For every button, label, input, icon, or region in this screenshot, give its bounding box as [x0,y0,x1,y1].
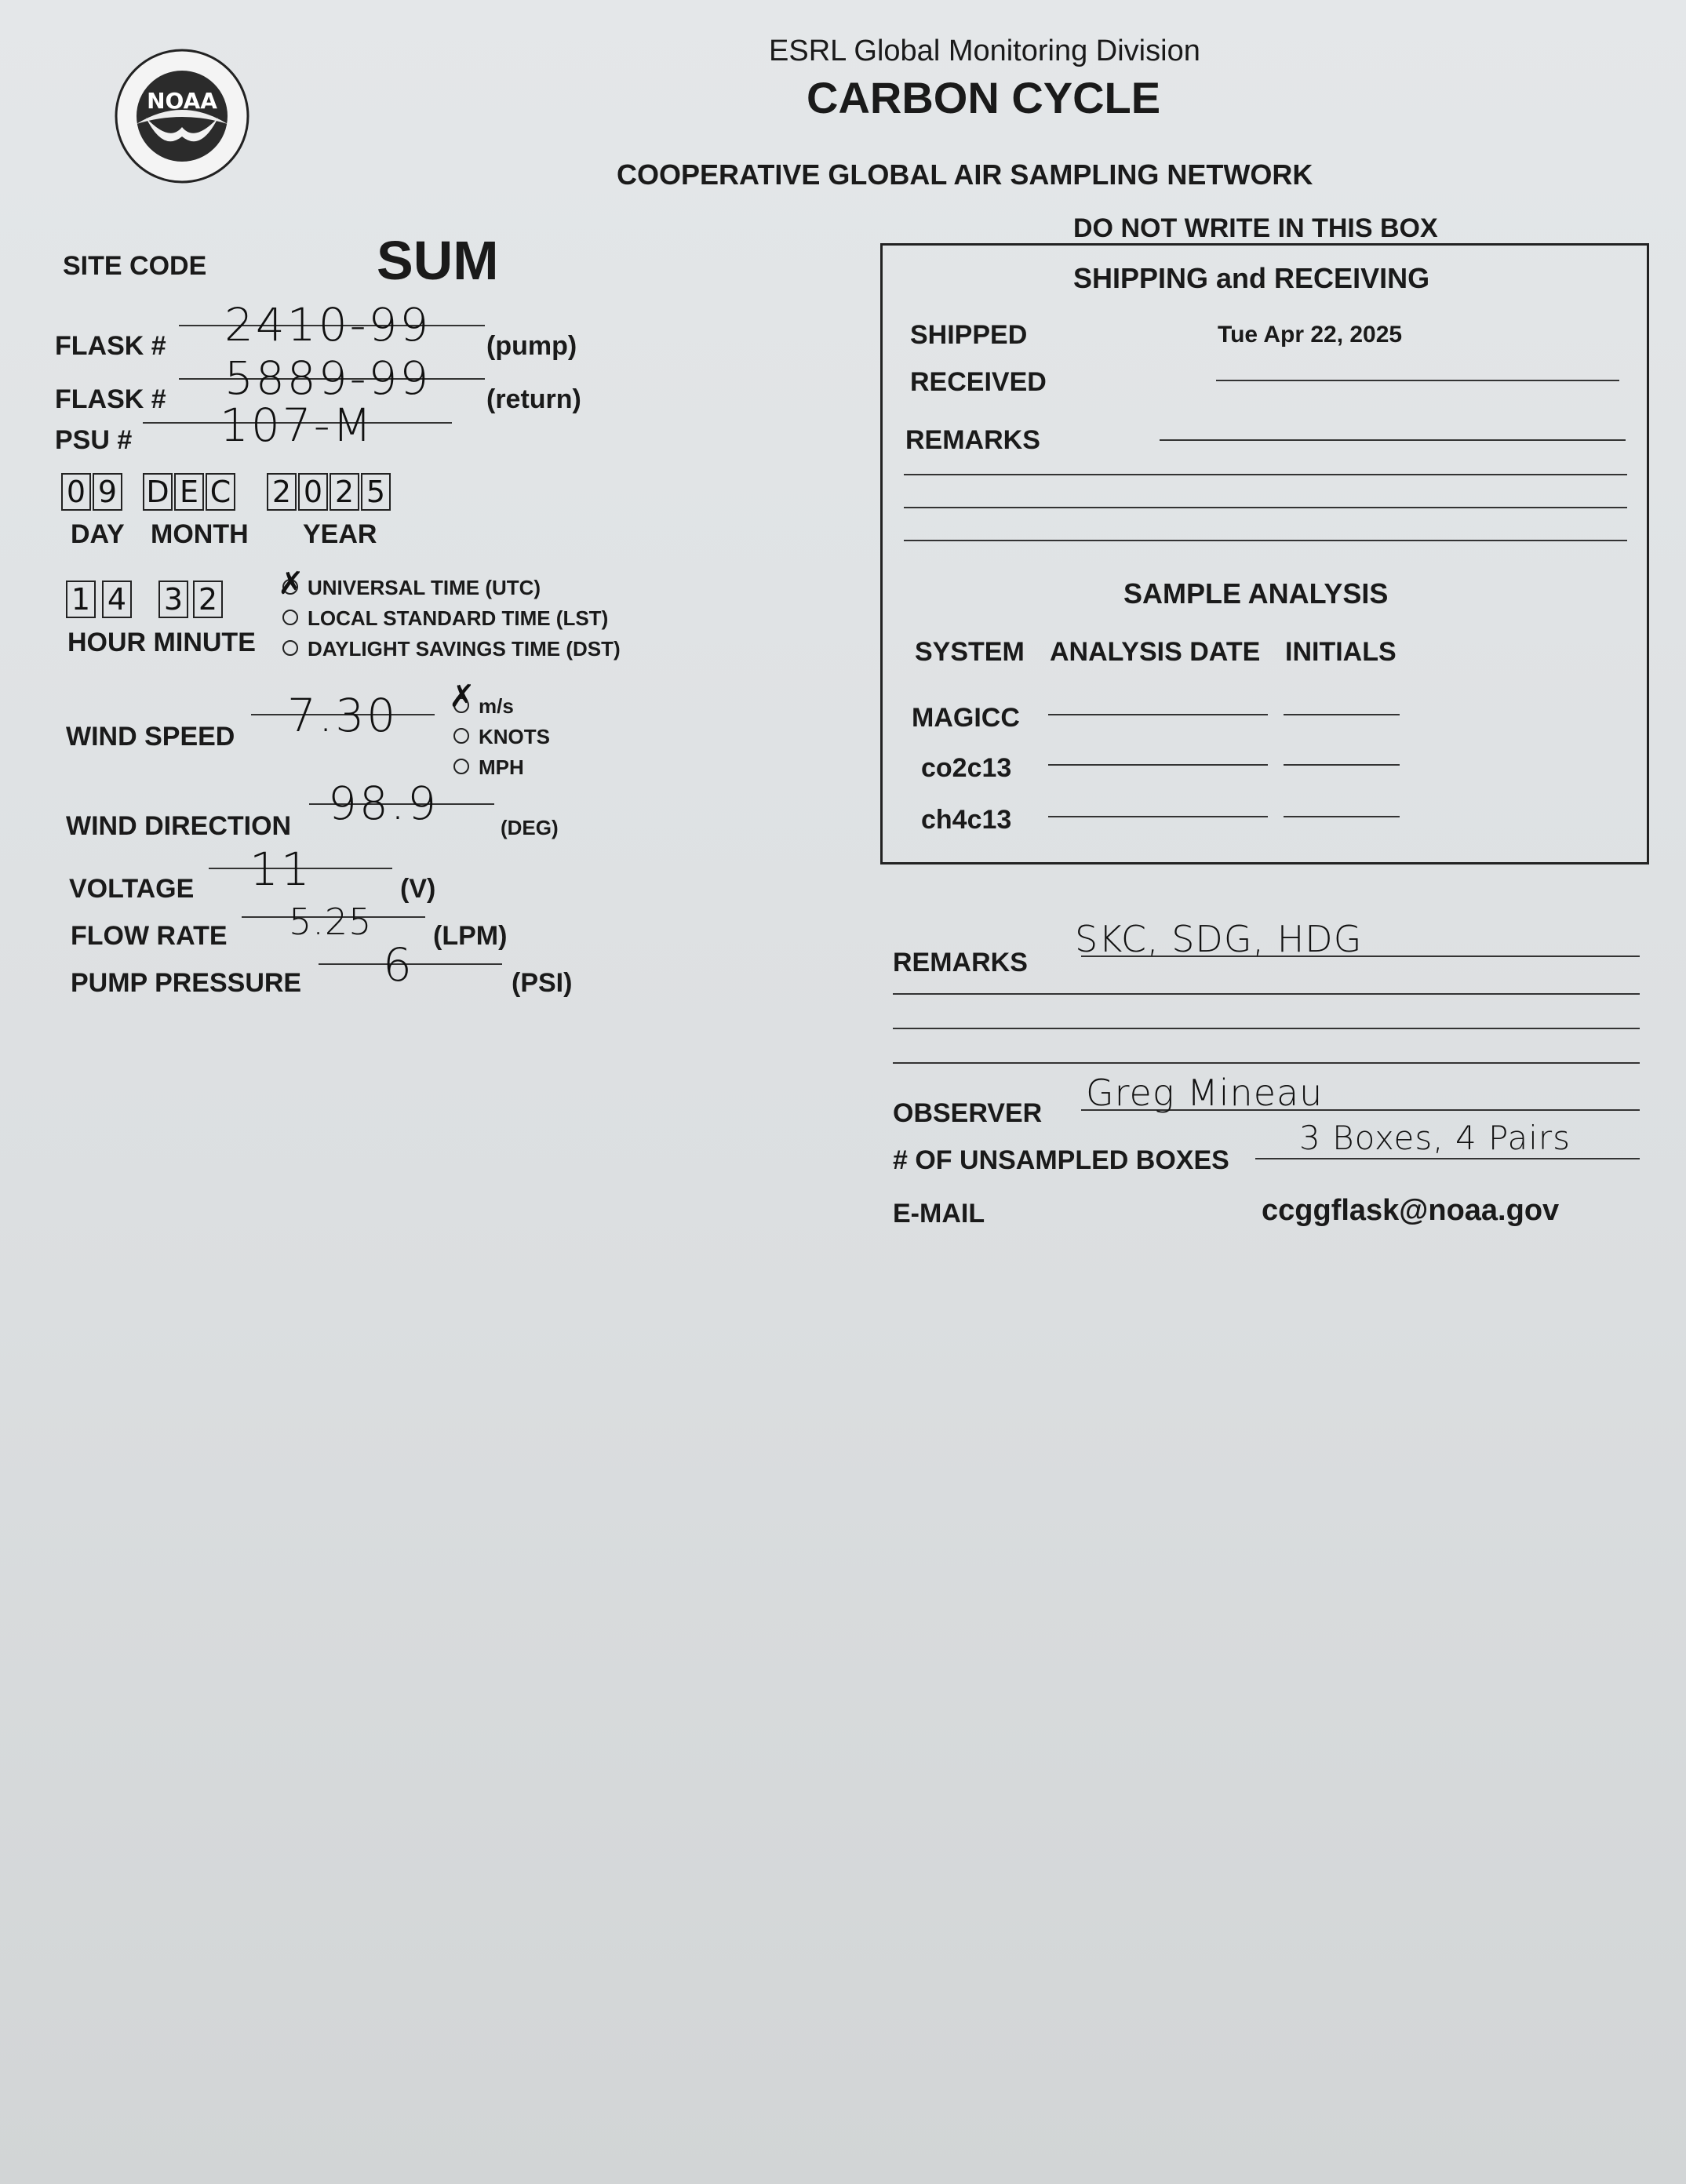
system-ch4c13: ch4c13 [921,805,1012,835]
flask1-value[interactable]: 2410-99 [224,298,432,351]
dst-radio[interactable] [282,640,298,656]
network-title: COOPERATIVE GLOBAL AIR SAMPLING NETWORK [617,158,1313,191]
wind-dir-unit: (DEG) [501,816,559,839]
remarks-line [893,993,1640,995]
system-co2c13: co2c13 [921,753,1012,783]
year-label: YEAR [303,519,377,549]
mph-option: MPH [479,755,524,779]
date-box[interactable]: 0 [61,473,91,511]
col-initials: INITIALS [1285,637,1397,667]
flask1-label: FLASK # [55,331,166,361]
voltage-unit: (V) [400,874,436,904]
date-box[interactable]: 9 [93,473,122,511]
shipped-label: SHIPPED [910,320,1028,350]
time-box[interactable]: 2 [193,581,223,618]
flow-label: FLOW RATE [71,921,228,951]
unsampled-value[interactable]: 3 Boxes, 4 Pairs [1299,1119,1571,1157]
ms-option: m/s [479,694,514,718]
page-title: CARBON CYCLE [807,73,1161,122]
date-box[interactable]: C [206,473,235,511]
ship-remarks-line [904,540,1627,541]
unsampled-line [1255,1158,1640,1159]
flask2-value[interactable]: 5889-99 [224,351,432,405]
analysis-date-line [1048,764,1268,766]
hour-minute-label: HOUR MINUTE [67,628,256,657]
time-box[interactable]: 3 [158,581,188,618]
email-label: E-MAIL [893,1199,985,1228]
pressure-unit: (PSI) [512,968,573,998]
noaa-logo [115,49,249,184]
ms-checkmark: ✗ [449,679,475,715]
unsampled-label: # OF UNSAMPLED BOXES [893,1145,1229,1175]
initials-line [1284,816,1400,817]
wind-speed-value[interactable]: 7.30 [287,689,399,742]
date-box[interactable]: D [143,473,173,511]
pressure-value[interactable]: 6 [383,938,414,992]
date-box[interactable]: 0 [298,473,328,511]
knots-radio[interactable] [453,728,469,744]
flask2-suffix: (return) [486,384,581,414]
voltage-label: VOLTAGE [69,874,195,904]
ship-remarks-line [1160,439,1626,441]
remarks-label: REMARKS [893,948,1028,977]
initials-line [1284,714,1400,715]
col-system: SYSTEM [915,637,1025,667]
analysis-title: SAMPLE ANALYSIS [1123,577,1389,610]
voltage-value[interactable]: 11 [249,843,312,896]
flow-unit: (LPM) [433,921,508,951]
ship-remarks-label: REMARKS [905,425,1040,455]
received-label: RECEIVED [910,367,1047,397]
utc-checkmark: ✗ [278,566,304,602]
lst-option: LOCAL STANDARD TIME (LST) [308,606,609,630]
flask2-label: FLASK # [55,384,166,414]
ship-remarks-line [904,507,1627,508]
mph-radio[interactable] [453,759,469,774]
email-value: ccggflask@noaa.gov [1262,1194,1560,1227]
date-box[interactable]: 5 [361,473,391,511]
observer-value[interactable]: Greg Mineau [1086,1072,1324,1114]
month-label: MONTH [151,519,249,549]
psu-value[interactable]: 107-M [220,399,374,452]
date-box[interactable]: E [174,473,204,511]
svg-text:NOAA: NOAA [147,88,217,114]
knots-option: KNOTS [479,725,550,748]
time-box[interactable]: 1 [66,581,96,618]
received-line [1216,380,1619,381]
lst-radio[interactable] [282,610,298,625]
date-boxes [61,473,422,511]
psu-label: PSU # [55,425,133,455]
observer-label: OBSERVER [893,1098,1043,1128]
site-code-label: SITE CODE [63,251,207,281]
initials-line [1284,764,1400,766]
col-analysis-date: ANALYSIS DATE [1050,637,1261,667]
system-magicc: MAGICC [912,703,1020,733]
ship-remarks-line [904,474,1627,475]
wind-speed-label: WIND SPEED [66,722,235,752]
utc-option: UNIVERSAL TIME (UTC) [308,576,541,599]
org-name: ESRL Global Monitoring Division [769,35,1200,67]
dst-option: DAYLIGHT SAVINGS TIME (DST) [308,637,621,661]
time-box[interactable]: 4 [102,581,132,618]
analysis-date-line [1048,816,1268,817]
remarks-line [893,1028,1640,1029]
flask1-suffix: (pump) [486,331,577,361]
remarks-value[interactable]: SKC, SDG, HDG [1075,918,1363,960]
wind-dir-label: WIND DIRECTION [66,811,292,841]
do-not-write-label: DO NOT WRITE IN THIS BOX [1073,213,1438,243]
flow-value[interactable]: 5.25 [289,901,373,943]
date-box[interactable]: 2 [267,473,297,511]
remarks-line [893,1062,1640,1064]
shipping-title: SHIPPING and RECEIVING [1073,262,1430,294]
day-label: DAY [71,519,125,549]
shipped-value: Tue Apr 22, 2025 [1218,322,1403,348]
analysis-date-line [1048,714,1268,715]
time-boxes [66,581,239,618]
site-code-value: SUM [377,230,499,291]
date-box[interactable]: 2 [330,473,359,511]
pressure-label: PUMP PRESSURE [71,968,302,998]
wind-dir-value[interactable]: 98.9 [328,777,439,830]
